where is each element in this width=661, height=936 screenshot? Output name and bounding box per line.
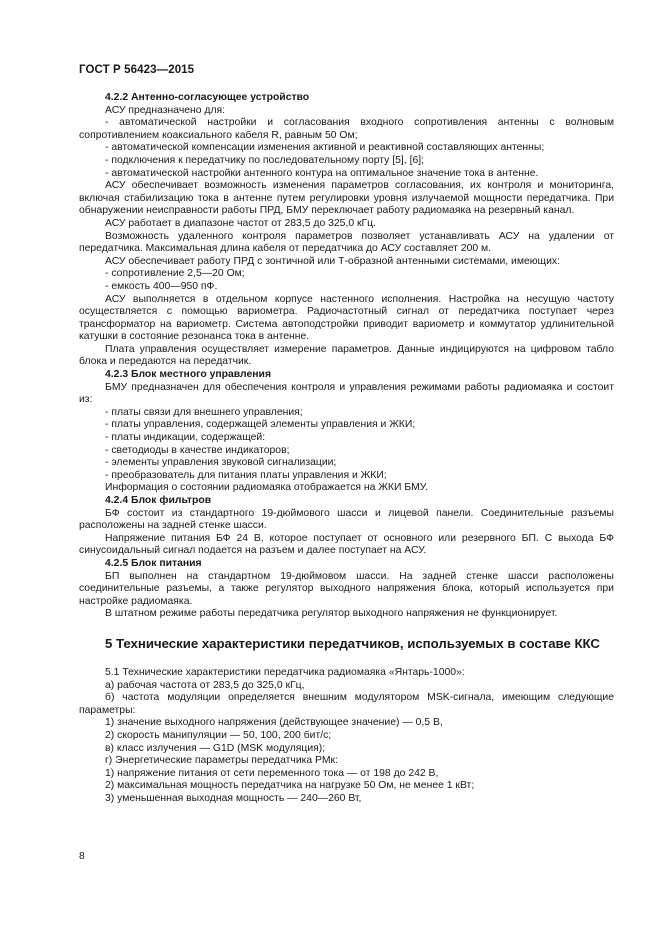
paragraph: - автоматической настройки антенного контура на оптимальное значение тока в антенне. [105, 167, 539, 179]
paragraph: - платы индикации, содержащей: [105, 432, 266, 444]
paragraph: АСУ предназначено для: [105, 104, 226, 116]
paragraph: - светодиоды в качестве индикаторов; [105, 444, 290, 456]
paragraph: 1) значение выходного напряжения (действующее значение) — 0,5 В, [105, 717, 443, 729]
paragraph: 5.1 Технические характеристики передатчика радиомаяка «Янтарь-1000»: [105, 666, 465, 678]
paragraph: БП выполнен на стандартном 19-дюймовом шасси. На задней стенке шасси расположены соединительные разъемы, а также регулятор выходного напряжения блока, который используется при настройке радиомаяка. [79, 570, 614, 607]
paragraph: АСУ обеспечивает работу ПРД с зонтичной или Т-образной антенными системами, имеющих: [105, 255, 560, 267]
paragraph: - автоматической компенсации изменения активной и реактивной составляющих антенны; [105, 142, 545, 154]
subsection-heading: 4.2.2 Антенно-согласующее устройство [105, 92, 310, 103]
paragraph: - платы управления, содержащей элементы управления и ЖКИ; [105, 419, 416, 431]
paragraph: а) рабочая частота от 283,5 до 325,0 кГц, [105, 679, 305, 691]
paragraph: 1) напряжение питания от сети переменного тока — от 198 до 242 В, [105, 767, 439, 779]
document-header: ГОСТ Р 56423—2015 [79, 64, 195, 76]
paragraph: - платы связи для внешнего управления; [105, 406, 303, 418]
paragraph: БФ состоит из стандартного 19-дюймового шасси и лицевой панели. Соединительные разъемы расположены на задней стенке шасси. [79, 507, 614, 532]
document-body [79, 92, 614, 805]
paragraph: Информация о состоянии радиомаяка отображается на ЖКИ БМУ. [105, 482, 428, 494]
subsection-heading: 4.2.4 Блок фильтров [105, 495, 212, 506]
paragraph: АСУ работает в диапазоне частот от 283,5 до 325,0 кГц. [105, 217, 377, 229]
paragraph: 2) максимальная мощность передатчика на нагрузке 50 Ом, не менее 1 кВт; [105, 780, 475, 792]
paragraph: - сопротивление 2,5—20 Ом; [105, 268, 245, 280]
paragraph: - элементы управления звуковой сигнализации; [105, 457, 337, 469]
subsection-heading: 4.2.3 Блок местного управления [105, 369, 272, 381]
paragraph: г) Энергетические параметры передатчика РМк: [105, 755, 338, 767]
subsection-heading: 4.2.5 Блок питания [105, 557, 202, 569]
paragraph: б) частота модуляции определяется внешним модулятором MSK-сигнала, имеющим следующие параметры: [79, 692, 614, 716]
paragraph: БМУ предназначен для обеспечения контроля и управления режимами работы радиомаяка и состоит из: [79, 381, 614, 406]
paragraph: - емкость 400—950 пФ. [105, 280, 218, 292]
paragraph: - преобразователь для питания платы управления и ЖКИ; [105, 469, 387, 481]
paragraph: Возможность удаленного контроля параметров позволяет устанавливать АСУ на удалении от передатчика. Максимальная длина кабеля от передатчика до АСУ составляет 200 м. [79, 230, 614, 255]
paragraph: - автоматической настройки и согласования входного сопротивления антенны с волновым сопротивлением коаксиального кабеля R, равным 50 Ом; [79, 117, 614, 141]
paragraph: 3) уменьшенная выходная мощность — 240—260 Вт, [105, 792, 362, 804]
paragraph: 2) скорость манипуляции — 50, 100, 200 бит/с; [105, 729, 332, 741]
section-heading: 5 Технические характеристики передатчиков, используемых в составе ККС [105, 635, 600, 651]
paragraph: АСУ выполняется в отдельном корпусе настенного исполнения. Настройка на несущую частоту осуществляется с помощью вариометра. Радиочастотный сигнал от передатчика поступает через трансформатор на вариометр. Система автоподстройки приводит вариометр и коммутатор удлинительной катушки в состояние резонанса тока в антенне. [79, 293, 614, 343]
page-number: 8 [79, 851, 85, 862]
paragraph: Плата управления осуществляет измерение параметров. Данные индицируются на цифровом табло блока и передаются на передатчик. [79, 343, 614, 368]
paragraph: Напряжение питания БФ 24 В, которое поступает от основного или резервного БП. С выхода БФ синусоидальный сигнал подается на разъем и далее поступает на АСУ. [79, 532, 614, 557]
paragraph: АСУ обеспечивает возможность изменения параметров согласования, их контроля и мониторинга, включая стабилизацию тока в антенне путем регулировки уровня излучаемой мощности передатчика. При обнаружении неисправности работы ПРД, БМУ переключает работу радиомаяка на резервный канал. [79, 180, 614, 217]
paragraph: В штатном режиме работы передатчика регулятор выходного напряжения не функционирует. [105, 608, 558, 620]
paragraph: - подключения к передатчику по последовательному порту [5], [6]; [105, 154, 425, 166]
paragraph: в) класс излучения — G1D (MSK модуляция); [105, 742, 326, 754]
